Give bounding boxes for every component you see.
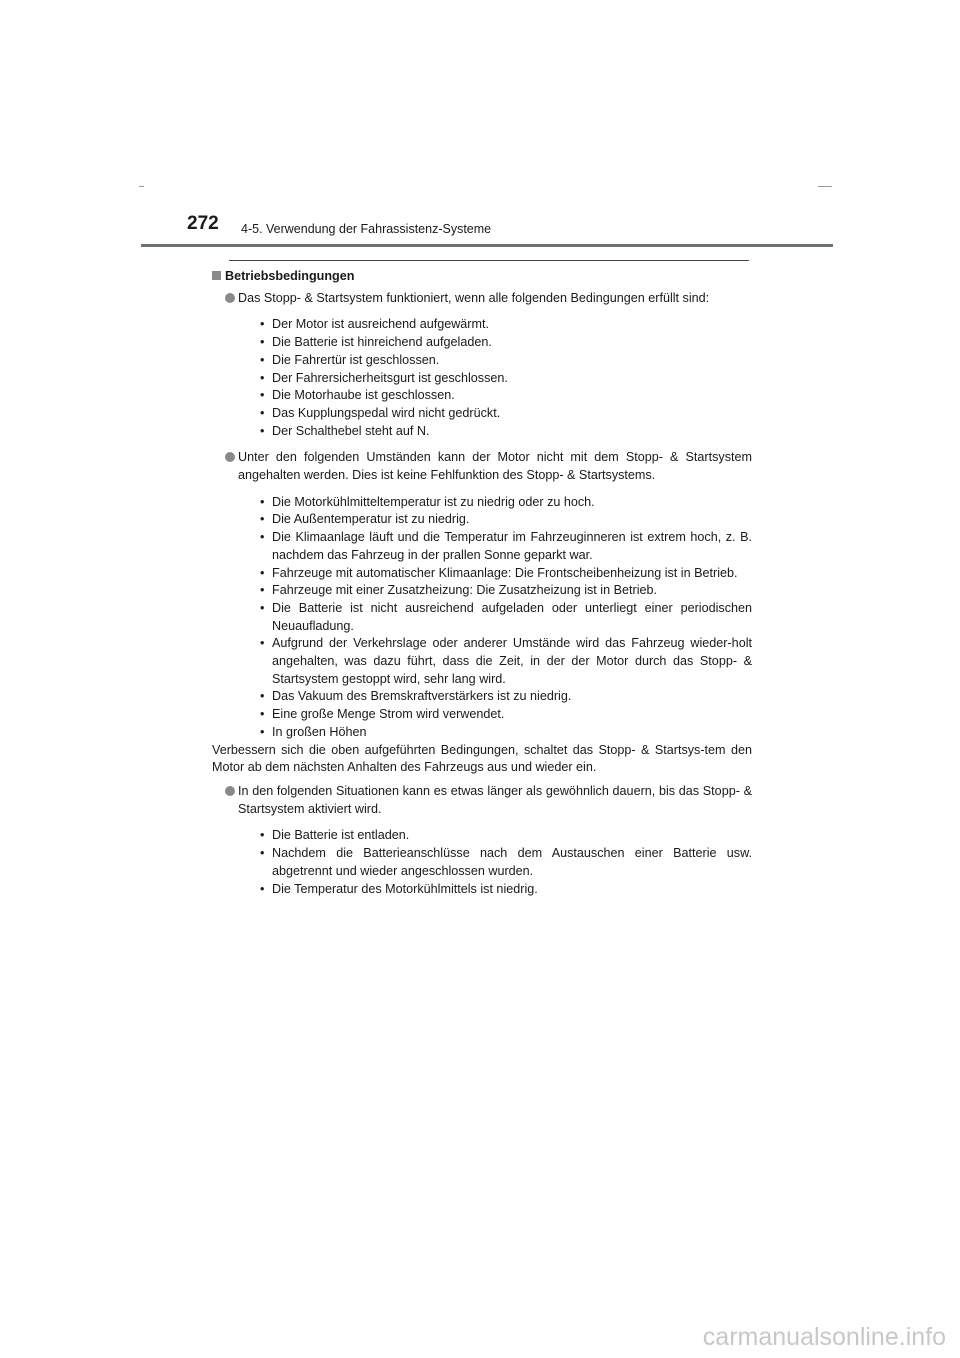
bullet-block-exceptions bbox=[212, 449, 752, 484]
section-heading: Betriebsbedingungen bbox=[212, 268, 752, 286]
circle-bullet-icon bbox=[225, 452, 235, 462]
square-bullet-icon bbox=[212, 271, 221, 280]
crop-mark-left bbox=[139, 186, 144, 187]
list-item: • Die Klimaanlage läuft und die Temperatur im Fahrzeuginneren ist extrem hoch, z. B. nachdem das Fahrzeug in der prallen Sonne geparkt war. bbox=[260, 530, 752, 562]
list-item: • Die Fahrertür ist geschlossen. bbox=[260, 352, 440, 367]
bullet-block-conditions bbox=[212, 290, 752, 308]
condition-list bbox=[212, 316, 752, 440]
bullet-block-delay bbox=[212, 783, 752, 818]
note-text: Verbessern sich die oben aufgeführten Bedingungen, schaltet das Stopp- & Startsys-tem den Motor ab dem nächsten Anhalten des Fahrzeugs aus und wieder ein. bbox=[212, 742, 752, 775]
list-item: • In großen Höhen bbox=[260, 724, 367, 739]
delay-list bbox=[212, 827, 752, 898]
bullet-text: Das Stopp- & Startsystem funktioniert, wenn alle folgenden Bedingungen erfüllt sind: bbox=[238, 290, 710, 305]
list-item: • Die Außentemperatur ist zu niedrig. bbox=[260, 512, 470, 527]
bullet-text: In den folgenden Situationen kann es etwas länger als gewöhnlich dauern, bis das Stopp- & Startsystem aktiviert wird. bbox=[238, 783, 752, 816]
chapter-title: 4-5. Verwendung der Fahrassistenz-Systeme bbox=[241, 222, 492, 236]
page-content bbox=[212, 268, 752, 907]
list-item: • Die Batterie ist hinreichend aufgeladen. bbox=[260, 335, 492, 350]
list-item: • Das Kupplungspedal wird nicht gedrückt. bbox=[260, 405, 501, 420]
list-item: • Die Batterie ist entladen. bbox=[260, 828, 410, 843]
list-item: • Fahrzeuge mit automatischer Klimaanlage: Die Frontscheibenheizung ist in Betrieb. bbox=[260, 565, 738, 580]
list-item: • Der Motor ist ausreichend aufgewärmt. bbox=[260, 317, 489, 332]
list-item: • Die Batterie ist nicht ausreichend aufgeladen oder unterliegt einer periodischen Neuaufladung. bbox=[260, 600, 752, 633]
page-number: 272 bbox=[187, 213, 219, 234]
circle-bullet-icon bbox=[225, 786, 235, 796]
list-item: • Aufgrund der Verkehrslage oder anderer Umstände wird das Fahrzeug wieder-holt angehalten, was dazu führt, dass die Zeit, in der der Motor durch das Stopp- & Startsystem gestoppt wird, sehr lang wird. bbox=[260, 636, 752, 686]
header-rule bbox=[141, 244, 833, 247]
watermark-text: carmanualsonline.info bbox=[702, 1323, 946, 1351]
list-item: • Das Vakuum des Bremskraftverstärkers ist zu niedrig. bbox=[260, 689, 572, 704]
list-item: • Die Temperatur des Motorkühlmittels ist niedrig. bbox=[260, 881, 538, 896]
list-item: • Fahrzeuge mit einer Zusatzheizung: Die Zusatzheizung ist in Betrieb. bbox=[260, 583, 658, 598]
section-rule bbox=[229, 260, 749, 261]
list-item: • Der Schalthebel steht auf N. bbox=[260, 423, 430, 438]
list-item: • Die Motorkühlmitteltemperatur ist zu niedrig oder zu hoch. bbox=[260, 494, 595, 509]
list-item: • Der Fahrersicherheitsgurt ist geschlossen. bbox=[260, 370, 508, 385]
bullet-text: Unter den folgenden Umständen kann der Motor nicht mit dem Stopp- & Startsystem angehalten werden. Dies ist keine Fehlfunktion des Stopp- & Startsystems. bbox=[238, 450, 752, 483]
list-item: • Eine große Menge Strom wird verwendet. bbox=[260, 707, 505, 722]
circle-bullet-icon bbox=[225, 293, 235, 303]
list-item: • Nachdem die Batterieanschlüsse nach dem Austauschen einer Batterie usw. abgetrennt und wieder angeschlossen wurden. bbox=[260, 846, 752, 878]
exception-list bbox=[212, 494, 752, 742]
list-item: • Die Motorhaube ist geschlossen. bbox=[260, 388, 455, 403]
crop-mark-right bbox=[818, 186, 832, 187]
